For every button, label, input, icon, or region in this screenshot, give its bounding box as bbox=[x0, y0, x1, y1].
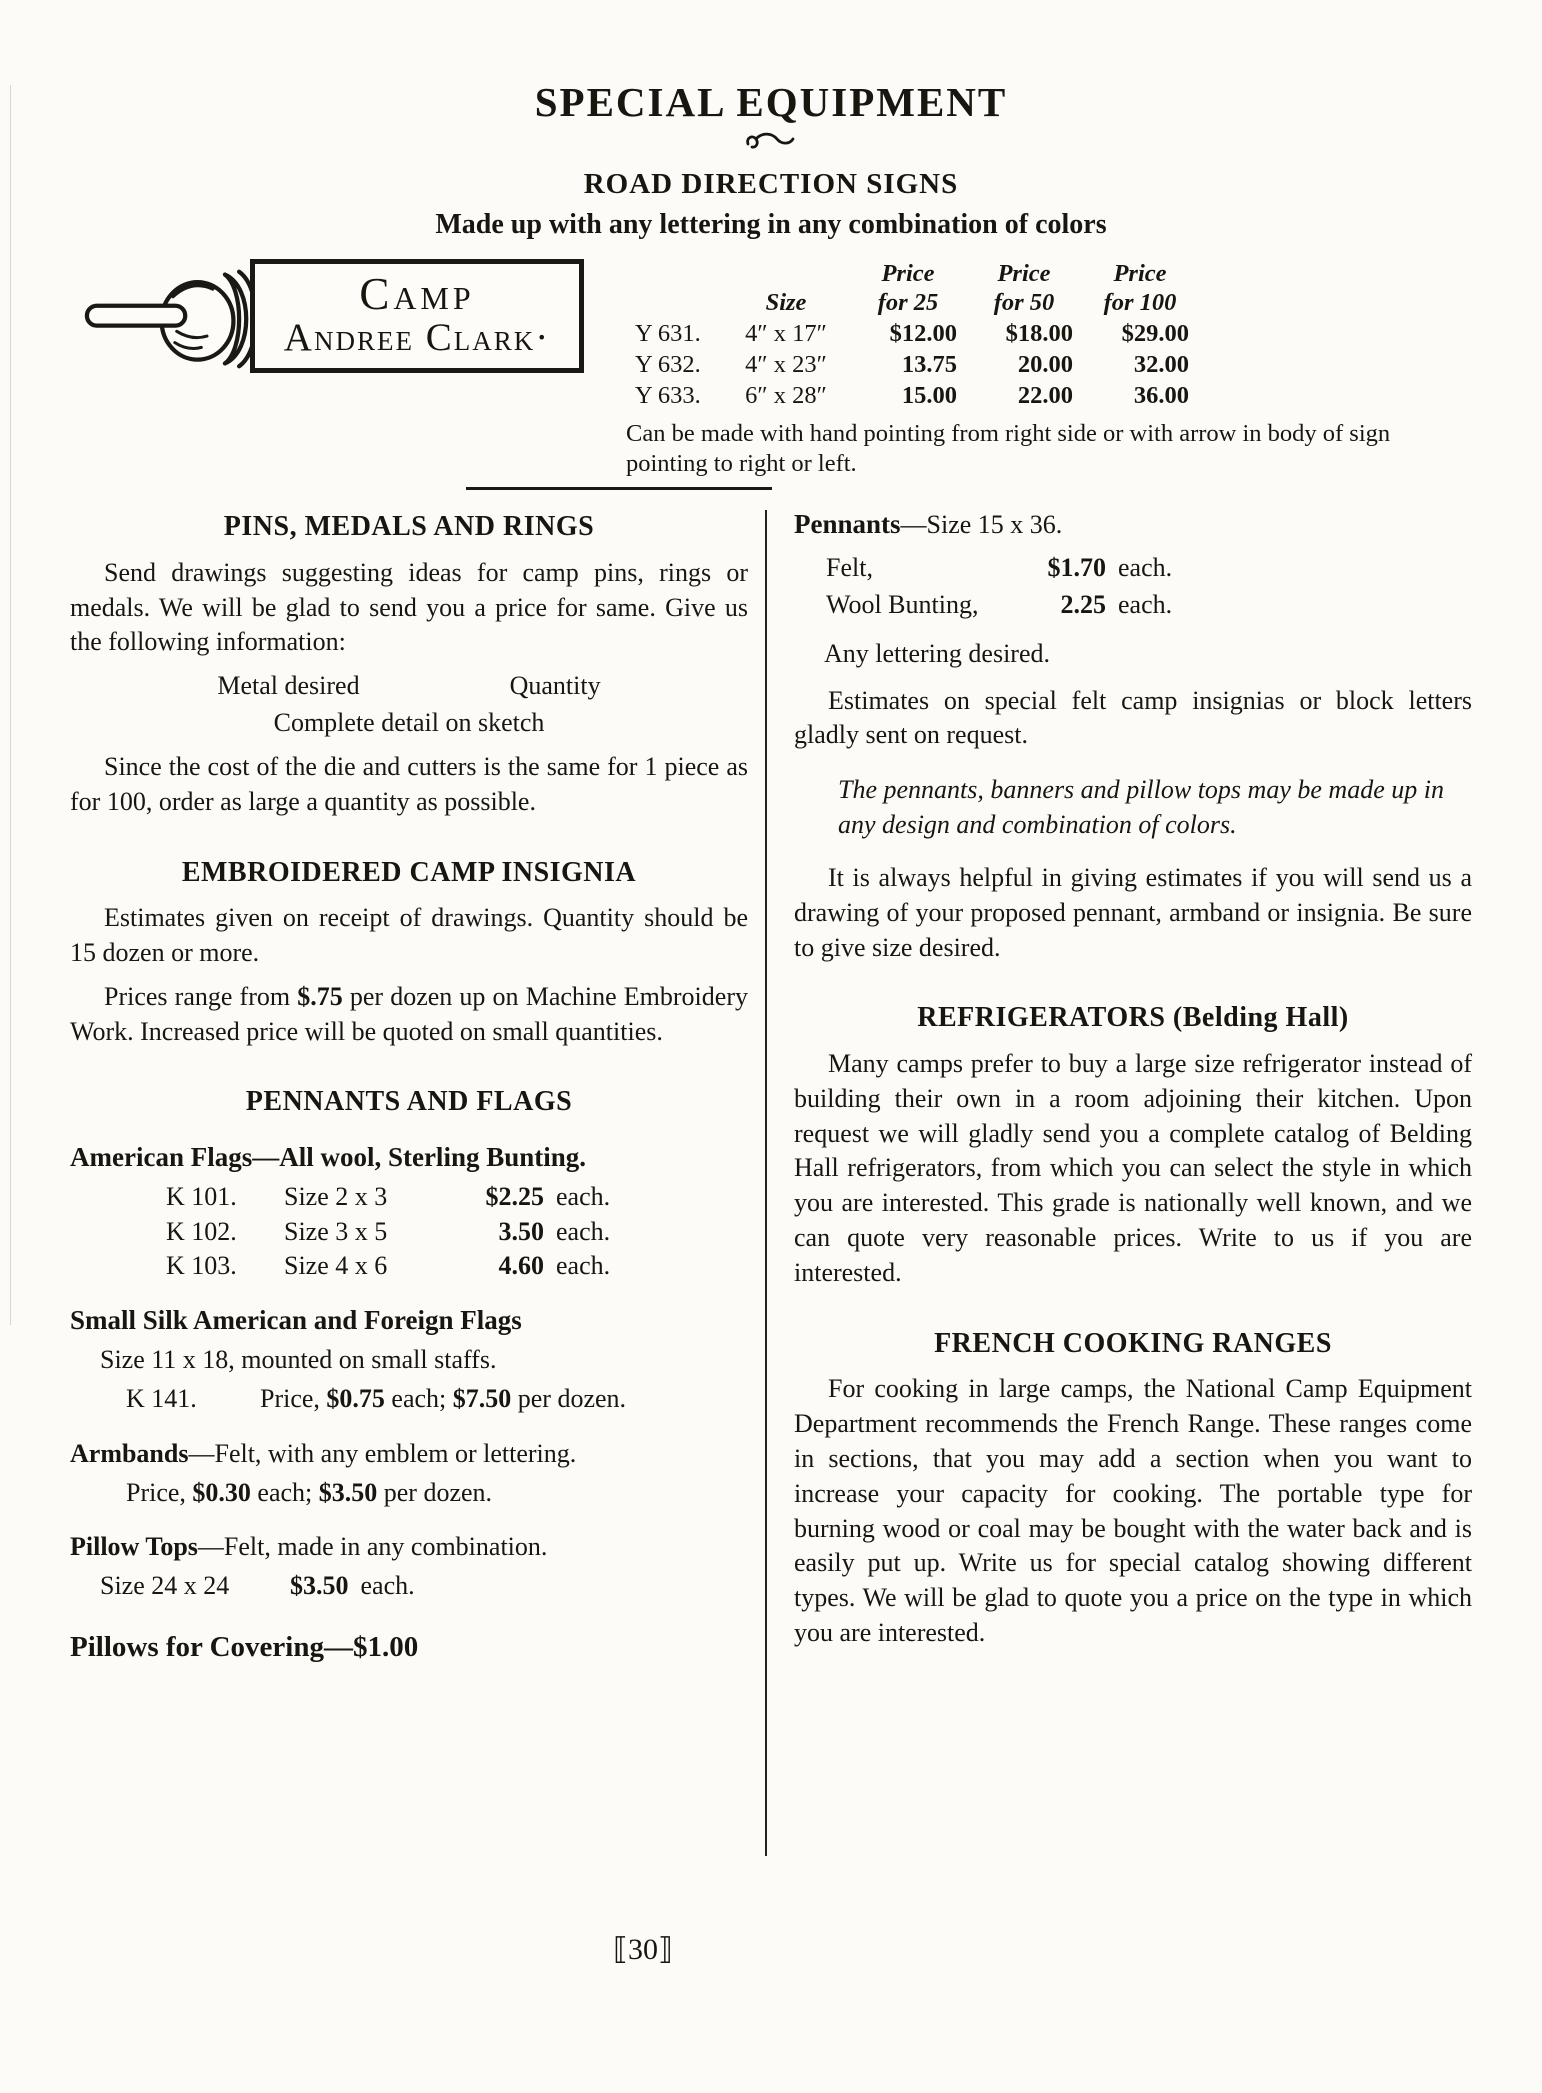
right-column bbox=[794, 506, 1472, 1898]
silk-flags-heading bbox=[70, 1302, 748, 1339]
list-item bbox=[166, 1180, 748, 1215]
list-item bbox=[794, 551, 1472, 586]
armbands-price-each: $0.30 bbox=[192, 1477, 251, 1507]
price-table-empty-header bbox=[626, 259, 722, 319]
price-label: Price bbox=[881, 260, 935, 287]
armbands-price-pre: Price, bbox=[126, 1477, 193, 1507]
price-area bbox=[584, 257, 1468, 479]
price-for-100: $29.00 bbox=[1121, 319, 1189, 347]
for25-label: for 25 bbox=[877, 288, 939, 316]
flag-size: Size 3 x 5 bbox=[284, 1216, 388, 1246]
flag-unit: each. bbox=[556, 1216, 611, 1246]
pennant-unit: each. bbox=[1118, 553, 1173, 583]
scan-edge-artifact bbox=[10, 85, 11, 1325]
armbands-lead bbox=[70, 1437, 748, 1472]
price-table-for100-header bbox=[1082, 259, 1198, 319]
two-column-layout bbox=[70, 506, 1472, 1898]
armbands-price-mid: each; bbox=[250, 1477, 319, 1507]
pins-spec-row bbox=[70, 669, 748, 704]
pennants-size: —Size 15 x 36. bbox=[900, 510, 1063, 540]
pillow-tops-lead bbox=[70, 1530, 748, 1565]
spec-quantity: Quantity bbox=[509, 671, 601, 701]
ranges-paragraph: For cooking in large camps, the National Camp Equipment Department recommends the French Range. These ranges come in sections, that you may add a section when you want to increase your capacity for cooking. The portable type for burning wood or coal may be bought with the water back and is easily put up. Write us for special catalog showing different types. We will be glad to quote you a price on the type in which you are interested. bbox=[794, 1374, 1472, 1648]
item-code: Y 631. bbox=[635, 319, 701, 347]
price-for-50: 20.00 bbox=[1017, 350, 1073, 378]
refrigerators-heading: REFRIGERATORS (Belding Hall) bbox=[917, 1002, 1349, 1034]
flag-price-list bbox=[166, 1180, 748, 1284]
left-column bbox=[70, 506, 748, 1898]
sign-board bbox=[250, 259, 584, 373]
flag-price: $2.25 bbox=[485, 1181, 544, 1211]
spec-metal-desired: Metal desired bbox=[217, 671, 360, 701]
lettering-line: Any lettering desired. bbox=[824, 638, 1050, 668]
price-table bbox=[626, 259, 1198, 412]
page-title: SPECIAL EQUIPMENT bbox=[534, 79, 1008, 125]
price-table-note: Can be made with hand pointing from right side or with arrow in body of sign pointing to right or left. bbox=[626, 419, 1391, 477]
flag-price: 3.50 bbox=[498, 1216, 544, 1246]
flag-code: K 102. bbox=[166, 1216, 237, 1246]
price-table-header-row bbox=[626, 259, 1198, 319]
for100-label: for 100 bbox=[1103, 288, 1177, 316]
pennant-material: Felt, bbox=[826, 553, 873, 583]
pillow-tops-description: —Felt, made in any combination. bbox=[197, 1532, 548, 1562]
armbands-title: Armbands bbox=[70, 1438, 189, 1468]
page-number: ⟦30⟧ bbox=[613, 1933, 673, 1966]
pennant-price: $1.70 bbox=[1047, 553, 1106, 583]
insignia-paragraph-2 bbox=[70, 980, 748, 1050]
insignia-price-post: per dozen up on Machine Embroidery Work. Increased price will be quoted on small quantities. bbox=[70, 981, 748, 1046]
american-flags-text: American Flags—All wool, Sterling Bunting. bbox=[70, 1141, 587, 1172]
item-code: Y 633. bbox=[635, 381, 701, 409]
pillow-tops-price: $3.50 bbox=[290, 1571, 349, 1601]
silk-flags-price-line bbox=[70, 1382, 748, 1417]
price-for-100: 36.00 bbox=[1133, 381, 1189, 409]
road-signs-heading: ROAD DIRECTION SIGNS bbox=[583, 168, 959, 200]
pennant-price: 2.25 bbox=[1060, 589, 1106, 619]
silk-price-post: per dozen. bbox=[511, 1383, 627, 1413]
flag-unit: each. bbox=[556, 1251, 611, 1281]
list-item bbox=[794, 588, 1472, 623]
flag-code: K 101. bbox=[166, 1181, 237, 1211]
pins-paragraph-2: Since the cost of the die and cutters is the same for 1 piece as for 100, order as large a quantity as possible. bbox=[70, 751, 748, 816]
insignia-paragraph-1: Estimates given on receipt of drawings. Quantity should be 15 dozen or more. bbox=[70, 903, 748, 967]
price-for-25: 15.00 bbox=[901, 381, 957, 409]
insignia-price-pre: Prices range from bbox=[104, 981, 298, 1011]
sign-board-line1: Camp bbox=[359, 269, 475, 320]
silk-flags-text: Small Silk American and Foreign Flags bbox=[70, 1305, 522, 1336]
sign-illustration bbox=[82, 257, 584, 383]
silk-price-each: $0.75 bbox=[326, 1383, 385, 1413]
item-code: Y 632. bbox=[635, 350, 701, 378]
pillows-covering-line: Pillows for Covering—$1.00 bbox=[70, 1631, 419, 1664]
pennants-lead bbox=[794, 506, 1472, 543]
price-for-25: 13.75 bbox=[901, 350, 957, 378]
flag-unit: each. bbox=[556, 1181, 611, 1211]
pillow-tops-unit: each. bbox=[360, 1571, 415, 1601]
pennant-unit: each. bbox=[1118, 589, 1173, 619]
for50-label: for 50 bbox=[993, 288, 1055, 316]
armbands-price-dozen: $3.50 bbox=[318, 1477, 378, 1507]
spec-complete-detail: Complete detail on sketch bbox=[273, 708, 545, 738]
table-row bbox=[626, 350, 1198, 381]
road-signs-subheading: Made up with any lettering in any combination of colors bbox=[435, 209, 1107, 240]
silk-flags-code: K 141. bbox=[126, 1383, 197, 1413]
price-table-size-header: Size bbox=[765, 288, 807, 316]
insignia-heading: EMBROIDERED CAMP INSIGNIA bbox=[181, 856, 637, 888]
flag-code: K 103. bbox=[166, 1251, 237, 1281]
item-size: 6″ x 28″ bbox=[745, 381, 827, 409]
armbands-description: —Felt, with any emblem or lettering. bbox=[188, 1438, 577, 1468]
helpful-paragraph: It is always helpful in giving estimates if you will send us a drawing of your proposed pennant, armband or insignia. Be sure to give size desired. bbox=[794, 862, 1472, 962]
column-rule bbox=[765, 510, 767, 1856]
pointing-hand-icon bbox=[78, 267, 266, 371]
flag-size: Size 4 x 6 bbox=[284, 1251, 388, 1281]
pillow-tops-size: Size 24 x 24 bbox=[100, 1571, 230, 1601]
flag-price: 4.60 bbox=[498, 1251, 544, 1281]
list-item bbox=[166, 1215, 748, 1250]
pennant-material: Wool Bunting, bbox=[826, 589, 979, 619]
price-label: Price bbox=[997, 260, 1051, 287]
pennants-title: Pennants bbox=[794, 509, 901, 540]
insignia-price: $.75 bbox=[297, 981, 343, 1011]
item-size: 4″ x 17″ bbox=[745, 319, 827, 347]
flag-size: Size 2 x 3 bbox=[284, 1181, 388, 1211]
price-table-for25-header bbox=[850, 259, 966, 319]
refrigerators-paragraph: Many camps prefer to buy a large size refrigerator instead of building their own in a room adjoining their kitchen. Upon request we will gladly send you a complete catalog of Belding Hall refrigerators, from which you can select the style in which you are interested. This grade is nationally well known, and we can quote very reasonable prices. Write to us if you are interested. bbox=[794, 1048, 1472, 1287]
pins-heading: PINS, MEDALS AND RINGS bbox=[223, 511, 595, 543]
silk-price-pre: Price, bbox=[260, 1383, 327, 1413]
sign-board-line2: Andree Clark· bbox=[283, 316, 551, 360]
road-signs-section bbox=[82, 257, 1468, 479]
price-for-100: 32.00 bbox=[1133, 350, 1189, 378]
silk-price-dozen: $7.50 bbox=[452, 1383, 512, 1413]
pennants-italic-note: The pennants, banners and pillow tops may be made up in any design and combination of colors. bbox=[838, 775, 1444, 840]
table-row bbox=[626, 381, 1198, 412]
price-for-50: 22.00 bbox=[1017, 381, 1073, 409]
ornament-squiggle-icon bbox=[70, 132, 1472, 154]
list-item bbox=[166, 1249, 748, 1284]
section-divider bbox=[466, 487, 772, 490]
table-row bbox=[626, 319, 1198, 350]
item-size: 4″ x 23″ bbox=[745, 350, 827, 378]
price-for-25: $12.00 bbox=[889, 319, 957, 347]
armbands-price-post: per dozen. bbox=[377, 1477, 493, 1507]
silk-price-mid: each; bbox=[384, 1383, 453, 1413]
pins-paragraph-1: Send drawings suggesting ideas for camp pins, rings or medals. We will be glad to send you a price for same. Give us the following information: bbox=[70, 557, 748, 657]
price-label: Price bbox=[1113, 260, 1167, 287]
american-flags-lead bbox=[70, 1139, 748, 1176]
silk-flags-size-line: Size 11 x 18, mounted on small staffs. bbox=[100, 1345, 497, 1375]
ranges-heading: FRENCH COOKING RANGES bbox=[934, 1327, 1332, 1359]
pillow-tops-title: Pillow Tops bbox=[70, 1532, 198, 1562]
armbands-price-line bbox=[70, 1476, 748, 1511]
pillow-tops-price-line bbox=[70, 1569, 748, 1604]
price-table-for50-header bbox=[966, 259, 1082, 319]
pennants-flags-heading: PENNANTS AND FLAGS bbox=[245, 1086, 573, 1118]
estimates-paragraph: Estimates on special felt camp insignias or block letters gladly sent on request. bbox=[794, 685, 1472, 750]
price-for-50: $18.00 bbox=[1005, 319, 1073, 347]
